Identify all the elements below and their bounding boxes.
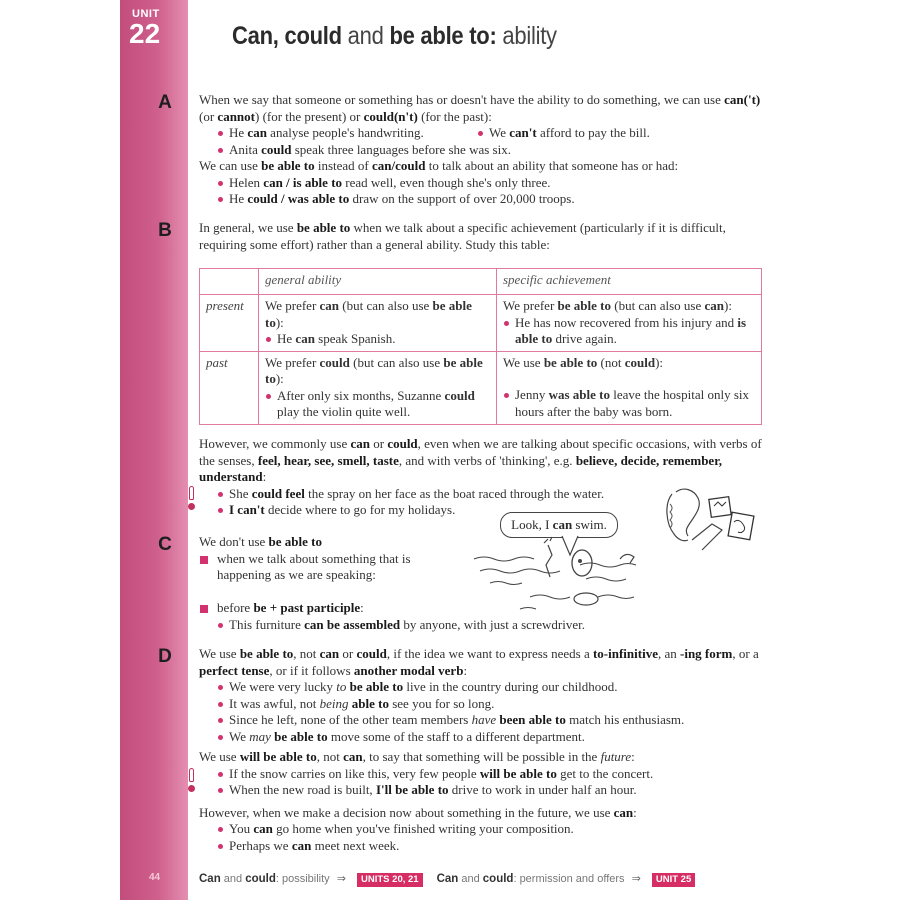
unit-label: UNIT [132,8,160,20]
example: It was awful, not being able to see you for so long. [199,696,764,713]
swimmer-illustration [470,535,640,615]
ability-table [199,268,762,425]
unit-tag[interactable]: UNIT 25 [652,873,695,887]
example: We can't afford to pay the bill. [459,125,650,142]
section-a [199,92,764,208]
cross-references [199,872,699,887]
section-d-para2: We use will be able to, not can, to say that something will be possible in the future: [199,749,635,764]
table-cell: We use be able to (not could): Jenny was able to leave the hospital only six hours after the baby was born. [497,351,762,424]
example: Since he left, none of the other team members have been able to match his enthusiasm. [199,712,764,729]
warning-icon [187,486,195,512]
example: This furniture can be assembled by anyone, with just a screwdriver. [199,617,764,634]
example: Perhaps we can meet next week. [199,838,764,855]
example: We may be able to move some of the staff to a different department. [199,729,764,746]
page-title: Can, could and be able to: ability [232,22,557,50]
woman-photos-illustration [662,484,772,556]
section-b-intro: In general, we use be able to when we talk about a specific achievement (particularly if it is difficult, requiring some effort) rather than a general ability. Study this table: [199,220,726,252]
section-letter-a: A [156,92,174,114]
table-cell: We prefer be able to (but can also use can): He has now recovered from his injury and is able to drive again. [497,295,762,352]
example: He could / was able to draw on the support of over 20,000 troops. [199,191,764,208]
unit-number: 22 [129,18,161,49]
warning-icon [187,768,195,794]
example: Helen can / is able to read well, even though she's only three. [199,175,764,192]
speech-bubble: Look, I can swim. [500,512,618,538]
section-letter-b: B [156,220,174,242]
section-d-intro: We use be able to, not can or could, if the idea we want to express needs a to-infinitive, an -ing form, or a perfect tense, or if it follows another modal verb: [199,646,759,678]
section-letter-d: D [156,646,174,668]
section-b-para2: However, we commonly use can or could, even when we are talking about specific occasions, with verbs of the senses, feel, hear, see, smell, taste, and with verbs of 'thinking', e.g. believe, decide, remember, understand: She could feel the spray on her face as the boat raced through the water. I can't decide where to go for my holidays. [199,436,764,519]
table-header-row [200,269,762,295]
section-letter-c: C [156,534,174,556]
example: If the snow carries on like this, very few people will be able to get to the concert. [199,766,764,783]
row-header: past [200,351,259,424]
page-number: 44 [149,872,161,883]
column-header: general ability [259,269,497,295]
example: You can go home when you've finished writing your composition. [199,821,764,838]
example: I can't decide where to go for my holidays. [199,502,764,519]
column-header: specific achievement [497,269,762,295]
unit-sidebar [120,0,188,900]
unit-tag[interactable]: UNITS 20, 21 [357,873,423,887]
arrow-icon: ⇒ [631,873,641,885]
rule-item: before be + past participle: [199,600,764,617]
cross-ref-permission[interactable]: Can and could: permission and offers ⇒ UNIT 25 [437,872,700,887]
example: When the new road is built, I'll be able to drive to work in under half an hour. [199,782,764,799]
section-d-para3: However, when we make a decision now about something in the future, we use can: [199,804,637,820]
section-c: We don't use be able to when we talk about something that is happening as we are speaking: [199,534,429,584]
example: Anita could speak three languages before she was six. [199,142,764,159]
section-d [199,646,764,854]
cross-ref-possibility[interactable]: Can and could: possibility ⇒ UNITS 20, 21 [199,872,427,887]
arrow-icon: ⇒ [336,873,346,885]
table-row [200,351,762,424]
example: She could feel the spray on her face as the boat raced through the water. [199,486,764,503]
section-a-intro: When we say that someone or something has or doesn't have the ability to do something, we can use can('t) (or cannot) (for the present) or could(n't) (for the past): [199,92,761,124]
table-row [200,295,762,352]
section-a-para2: We can use be able to instead of can/could to talk about an ability that someone has or had: [199,158,679,173]
table-cell: We prefer could (but can also use be able to): After only six months, Suzanne could play the violin quite well. [259,351,497,424]
example: He can analyse people's handwriting. [199,125,459,142]
rule-item: when we talk about something that is happening as we are speaking: [199,551,429,584]
table-cell: We prefer can (but can also use be able to): He can speak Spanish. [259,295,497,352]
example: We were very lucky to be able to live in the country during our childhood. [199,679,764,696]
row-header: present [200,295,259,352]
